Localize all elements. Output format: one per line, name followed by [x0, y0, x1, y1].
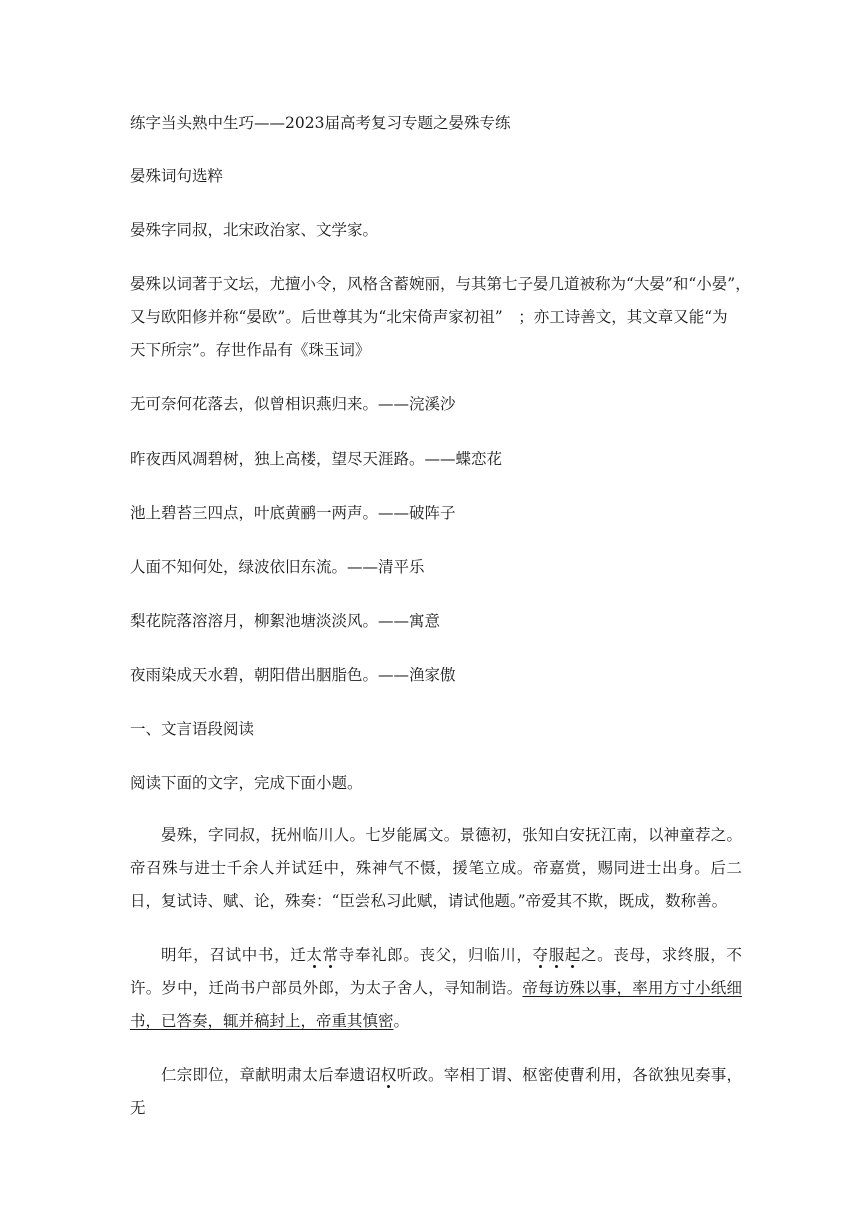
bio-line: 天下所宗”。存世作品有《珠玉词》	[130, 341, 371, 359]
instruction-text: 阅读下面的文字，完成下面小题。	[130, 774, 363, 792]
emphasized-char: 太	[306, 946, 323, 964]
emphasized-char: 权	[380, 1066, 397, 1084]
passage-text: 。	[393, 1012, 410, 1030]
passage-paragraph-2	[130, 939, 742, 1038]
part-heading: 一、文言语段阅读	[130, 720, 255, 738]
document-title: 练字当头熟中生巧——2023届高考复习专题之晏殊专练	[130, 114, 511, 132]
passage-text: 听政。宰相丁谓、枢密使曹利用，各欲独见奏事，无	[130, 1066, 742, 1117]
passage-paragraph-1: 晏殊，字同叔，抚州临川人。七岁能属文。景德初，张知白安抚江南，以神童荐之。帝召殊与进士千余人并试廷中，殊神气不慑，援笔立成。帝嘉赏，赐同进士出身。后二日，复试诗、赋、论，殊奏：“臣尝私习此赋，请试他题。”帝爱其不欺，既成，数称善。	[130, 826, 742, 910]
passage-text: 之。丧母，求终服，不许。岁中，迁尚书户部员外郎，为太子舍人，寻知制诰。	[130, 946, 742, 997]
passage-text: 明年，召试中书，迁	[161, 946, 307, 964]
passage-text: 仁宗即位，章献明肃太后奉遗诏	[161, 1066, 381, 1084]
intro-line: 晏殊字同叔，北宋政治家、文学家。	[130, 221, 379, 239]
emphasized-char: 起	[564, 946, 582, 964]
quote-line: 无可奈何花落去，似曾相识燕归来。——浣溪沙	[130, 395, 456, 413]
emphasized-char: 服	[548, 946, 565, 964]
passage-text: 寺奉礼郎。丧父，归临川，	[338, 946, 533, 964]
underlined-sentence: 帝每访殊以事，率用方寸小纸细书，已答奏，辄并稿封上，帝重其慎密	[130, 979, 742, 1030]
quote-line: 梨花院落溶溶月，柳絮池塘淡淡风。——寓意	[130, 612, 441, 630]
passage-paragraph-3	[130, 1059, 742, 1125]
quote-line: 池上碧苔三四点，叶底黄鹂一两声。——破阵子	[130, 504, 456, 522]
quote-line: 人面不知何处，绿波依旧东流。——清平乐	[130, 558, 425, 576]
emphasized-char: 常	[322, 946, 339, 964]
quote-line: 昨夜西风凋碧树，独上高楼，望尽天涯路。——蝶恋花	[130, 450, 503, 468]
bio-line: 又与欧阳修并称“晏欧”。后世尊其为“北宋倚声家初祖” ；亦工诗善文，其文章又能“为	[130, 308, 728, 326]
emphasized-char: 夺	[532, 946, 549, 964]
quote-line: 夜雨染成天水碧，朝阳借出胭脂色。——渔家傲	[130, 666, 456, 684]
section-heading: 晏殊词句选粹	[130, 167, 224, 185]
bio-line: 晏殊以词著于文坛，尤擅小令，风格含蓄婉丽，与其第七子晏几道被称为“大晏”和“小晏”，	[130, 275, 751, 293]
